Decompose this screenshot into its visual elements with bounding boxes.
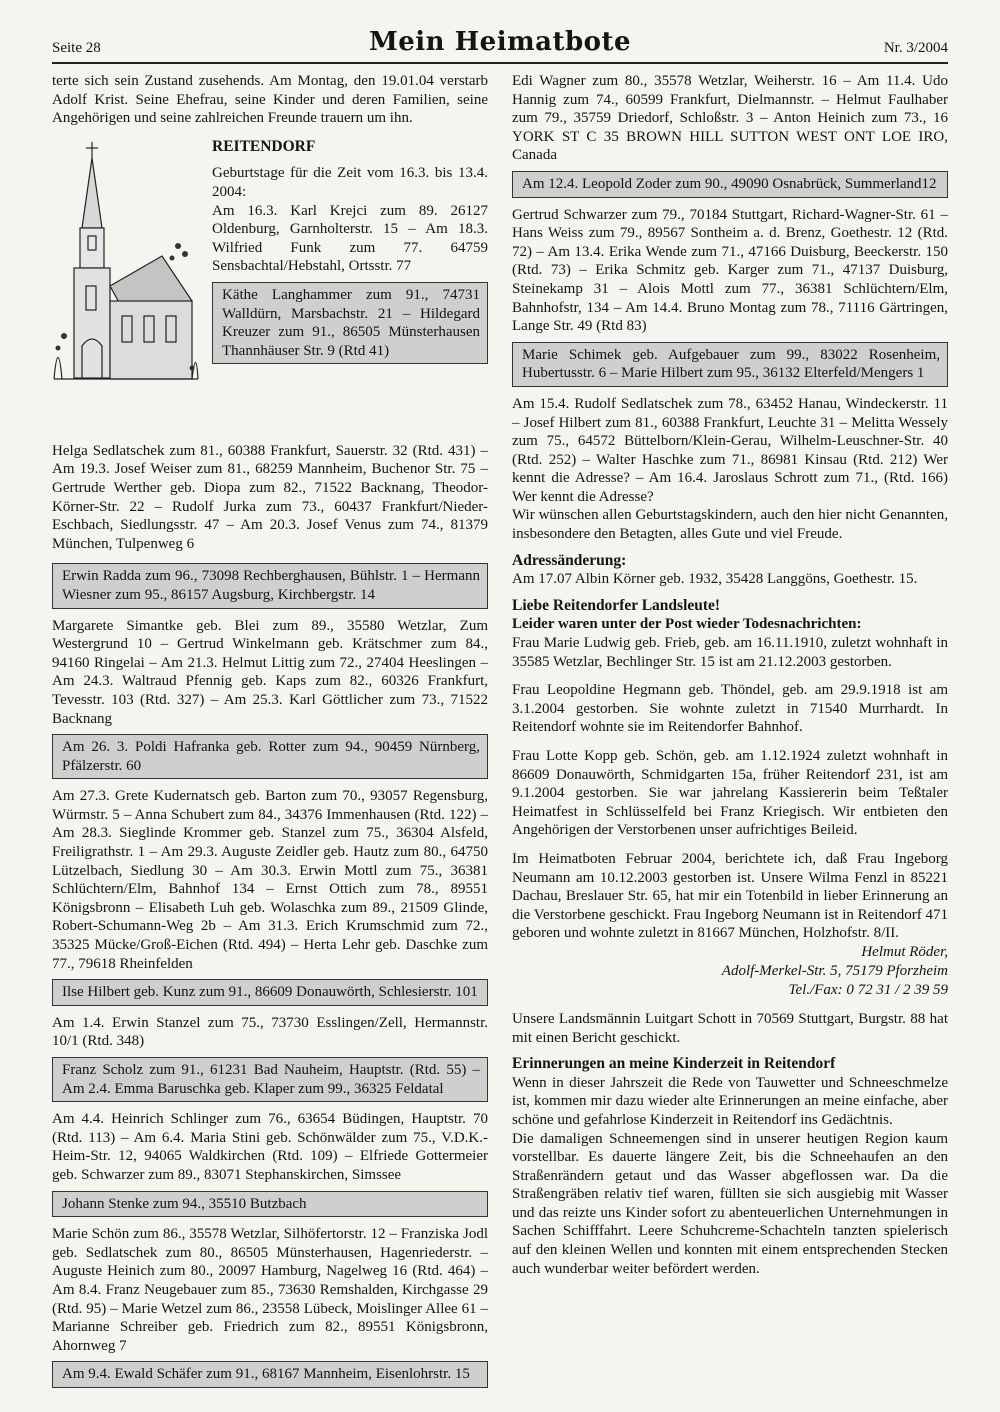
birthday-entry: Am 16.3. Karl Krejci zum 89. 26127 Oldenburg, Garnholterstr. 15 – Am 18.3. Wilfried Funk zum 77. 64759 Sensbachtal/Hebstahl, Ortsstr. 77 [212,202,488,275]
birthday-entry: Edi Wagner zum 80., 35578 Wetzlar, Weiherstr. 16 – Am 11.4. Udo Hannig zum 74., 60599 Frankfurt, Dielmannstr. – Helmut Faulhaber zum 79., 35759 Driedorf, Schloßstr. 3 – Anton Heinich zum 73., 16 YORK ST C 35 BROWN HILL SUTTON WEST ONT LOE IRO, Canada [512,73,948,164]
section-title: REITENDORF [212,137,316,155]
highlight-box: Johann Stenke zum 94., 35510 Butzbach [52,1191,488,1218]
intro-paragraph: terte sich sein Zustand zusehends. Am Montag, den 19.01.04 verstarb Adolf Krist. Seine Ehefrau, seine Kinder und deren Familien, seine Angehörigen und seine zahlreichen Freunde trauern um ihn. [52,73,488,127]
birthday-entry: Am 4.4. Heinrich Schlinger zum 76., 63654 Büdingen, Hauptstr. 70 (Rtd. 113) – Am 6.4. Maria Stini geb. Schönwälder zum 75., V.D.K.-Heim-Str. 12, 94065 Waldkirchen (Rtd. 109) – Elfriede Gottermeier geb. Schwarzer zum 89., 83071 Stephanskirchen, Simssee [52,1111,488,1183]
reitendorf-text [212,136,488,371]
birthday-entry: Am 15.4. Rudolf Sedlatschek zum 78., 63452 Hanau, Windeckerstr. 11 – Josef Hilbert zum 81., 60388 Frankfurt, Leuchte 31 – Melitta Wessely zum 75., 64572 Büttelborn/Klein-Gerau, Wilhelm-Leuschner-Str. 40 (Rtd. 252) – Walter Haschke zum 71., 86981 Kinsau (Rtd. 212) Wer kennt die Adresse? – Am 16.4. Jaroslaus Schrott zum 71., (Rtd. 166) Wer kennt die Adresse? [512,395,948,505]
highlight-box: Marie Schimek geb. Aufgebauer zum 99., 83022 Rosenheim, Hubertusstr. 6 – Marie Hilbert zum 95., 36132 Elterfeld/Mengers 1 [512,342,948,387]
highlight-box: Erwin Radda zum 96., 73098 Rechberghausen, Bühlstr. 1 – Hermann Wiesner zum 95., 86157 Augsburg, Kirchbergstr. 14 [52,563,488,608]
memories-paragraph: Wenn in dieser Jahrszeit die Rede von Tauwetter und Schneeschmelze ist, kommen mir dazu wieder alte Erinnerungen an meine einfache, aber schöne und gefahrlose Kinderzeit in Reitendorf ins Gedächtnis. [512,1074,948,1128]
right-column [512,72,948,1278]
church-illustration [52,136,200,394]
obituary-entry: Im Heimatboten Februar 2004, berichtete ich, daß Frau Ingeborg Neumann am 10.12.2003 gestorben ist. Unsere Wilma Fenzl in 85221 Dachau, Breslauer Str. 65, hat mir ein Totenbild in lieber Erinnerung an die Verstorbene geschickt. Frau Ingeborg Neumann ist in Reitendorf 471 geboren und wohnte zuletzt in 81667 München, Holzhofstr. 8/II. [512,850,949,942]
highlight-box: Am 26. 3. Poldi Hafranka geb. Rotter zum 94., 90459 Nürnberg, Pfälzerstr. 60 [52,734,488,779]
address-change-text: Am 17.07 Albin Körner geb. 1932, 35428 Langgöns, Goethestr. 15. [512,571,918,588]
obituary-entry: Frau Leopoldine Hegmann geb. Thöndel, geb. am 29.9.1918 ist am 3.1.2004 gestorben. Sie wohnte zuletzt in 71540 Murrhardt. In Reitendorf wohnte sie im Reitendorfer Bahnhof. [512,682,948,736]
birthday-wishes: Wir wünschen allen Geburtstagskindern, auch den hier nicht Genannten, insbesondere den Betagten, alles Gute und viel Freude. [512,507,948,543]
highlight-box: Ilse Hilbert geb. Kunz zum 91., 86609 Donauwörth, Schlesierstr. 101 [52,979,488,1006]
issue-number: Nr. 3/2004 [883,40,948,56]
signature-name: Helmut Röder, [861,943,948,960]
address-change-heading: Adressänderung: [512,551,627,569]
memories-paragraph: Die damaligen Schneemengen sind in unserer heutigen Region kaum vorstellbar. Es dauerte längere Zeit, bis die Schneehaufen an den Straßenrändern getaut und das Wasser abgeflossen war. Da die Straßengräben relativ tief waren, füllten sie sich ausgiebig mit Wasser und das reizte uns Kinder sofort zu abenteuerlichen Unternehmungen in Sachen Schifffahrt. Leere Schuhcreme-Schachteln tanzten spielerisch auf den kleinen Wellen und konnten mit einem entsprechenden Stecken auch wunderbar weiter befördert werden. [512,1130,948,1277]
masthead-logo: Mein Heimatbote [368,27,632,57]
schott-note: Unsere Landsmännin Luitgart Schott in 70569 Stuttgart, Burgstr. 88 hat mit einen Bericht geschickt. [512,1010,948,1046]
highlight-box: Am 12.4. Leopold Zoder zum 90., 49090 Osnabrück, Summerland12 [512,171,948,198]
signature-address: Adolf-Merkel-Str. 5, 75179 Pforzheim [721,962,948,979]
highlight-box: Käthe Langhammer zum 91., 74731 Walldürn, Marsbachstr. 21 – Hildegard Kreuzer zum 91., 86505 Münsterhausen Thannhäuser Str. 9 (Rtd 41) [212,282,488,364]
birthday-intro: Geburtstage für die Zeit vom 16.3. bis 13.4. 2004: [212,165,488,200]
highlight-box: Franz Scholz zum 91., 61231 Bad Nauheim, Hauptstr. (Rtd. 55) – Am 2.4. Emma Baruschka geb. Klaper zum 99., 36325 Feldatal [52,1057,488,1102]
page-number: Seite 28 [52,40,101,56]
birthday-entry: Am 1.4. Erwin Stanzel zum 75., 73730 Esslingen/Zell, Hermannstr. 10/1 (Rtd. 348) [52,1014,488,1050]
obituary-entry: Frau Marie Ludwig geb. Frieb, geb. am 16.11.1910, zuletzt wohnhaft in 35585 Wetzlar, Bechlinger Str. 15 ist am 21.12.2003 gestorben. [512,635,948,670]
birthday-entry: Marie Schön zum 86., 35578 Wetzlar, Silhöfertorstr. 12 – Franziska Jodl geb. Sedlatschek zum 80., 86505 Münsterhausen, Hagenriederstr. – Auguste Heinich zum 80., 20097 Hamburg, Nagelweg 16 (Rtd. 464) – Am 8.4. Franz Neugebauer zum 85., 73630 Remshalden, Kirchgasse 29 (Rtd. 95) – Marie Wetzel zum 86., 23558 Lübeck, Moislinger Allee 61 – Marianne Schreiber geb. Friedrich zum 82., 89551 Königsbronn, Ahornweg 7 [52,1226,488,1354]
signature-phone: Tel./Fax: 0 72 31 / 2 39 59 [788,981,948,998]
birthday-entry: Margarete Simantke geb. Blei zum 89., 35580 Wetzlar, Zum Westergrund 10 – Gertrud Winkelmann geb. Krätschmer zum 84., 94160 Ringelai – Am 21.3. Helmut Littig zum 72., 27404 Heeslingen – Am 24.3. Waltraud Pfennig geb. Kaps zum 82., 60326 Frankfurt, Tevesstr. 103 (Rtd. 327) – Am 25.3. Karl Göttlicher zum 73., 71522 Backnang [52,617,488,727]
obituary-entry: Frau Lotte Kopp geb. Schön, geb. am 1.12.1924 zuletzt wohnhaft in 86609 Donauwörth, Schmidgarten 15a, früher Reitendorf 231, ist am 9.1.2004 gestorben. Sie war jahrelang Kassiererin beim Teßtaler Heimatfest in Schlüsselfeld bei Franz Kriegisch. Wir entbieten den Angehörigen der Verstorbenen unser aufrichtiges Beileid. [512,748,948,839]
left-column [52,72,488,1396]
memories-heading: Erinnerungen an meine Kinderzeit in Reitendorf [512,1055,836,1073]
birthday-entry: Gertrud Schwarzer zum 79., 70184 Stuttgart, Richard-Wagner-Str. 61 – Hans Weiss zum 79., 89567 Sontheim a. d. Brenz, Goethestr. 12 (Rtd. 72) – Am 13.4. Erika Wende zum 71., 47166 Duisburg, Beeckerstr. 150 (Rtd. 73) – Erika Schmitz geb. Karger zum 71., 47137 Duisburg, Steinekamp 31 – Alois Mottl zum 77., 36381 Schlüchtern/Elm, Bahnhofstr, 134 – Am 14.4. Bruno Montag zum 78., 71116 Gärtringen, Lange Str. 49 (Rtd 83) [512,206,948,335]
obituary-intro: Leider waren unter der Post wieder Todesnachrichten: [512,616,862,633]
obituary-heading: Liebe Reitendorfer Landsleute! [512,596,721,614]
birthday-entry: Helga Sedlatschek zum 81., 60388 Frankfurt, Sauerstr. 32 (Rtd. 431) – Am 19.3. Josef Weiser zum 81., 68259 Mannheim, Buchenor Str. 75 – Gertrude Werther geb. Diopa zum 82., 71522 Backnang, Theodor-Körner-Str. 22 – Rudolf Jurka zum 73., 60437 Frankfurt/Nieder-Eschbach, Siedlungsstr. 47 – Am 20.3. Josef Venus zum 74., 81379 München, Tulpenweg 6 [52,442,488,552]
reitendorf-intro [52,136,488,470]
header-rule [52,62,948,64]
highlight-box: Am 9.4. Ewald Schäfer zum 91., 68167 Mannheim, Eisenlohrstr. 15 [52,1361,488,1388]
signature-block [512,943,948,1000]
birthday-entry: Am 27.3. Grete Kudernatsch geb. Barton zum 70., 93057 Regensburg, Würmstr. 5 – Anna Schubert zum 84., 34376 Immenhausen (Rtd. 122) – Am 28.3. Sieglinde Krommer geb. Stanzel zum 75., 36304 Alsfeld, Freiligrathstr. 1 – Am 29.3. Auguste Zeidler geb. Hautz zum 80., 64750 Lützelbach, Siedlung 30 – Am 30.3. Erwin Mottl zum 75., 36381 Schlüchtern/Elm, Bahnhof 134 – Ernst Ottich zum 78., 89551 Königsbronn – Elisabeth Luh geb. Wolaschka zum 89., 21509 Glinde, Robert-Schumann-Weg 2b – Am 31.3. Erich Krumschmid zum 72., 35325 Mücke/Groß-Eichen (Rtd. 494) – Herta Lehr geb. Daschke zum 77., 79618 Rheinfelden [52,788,488,972]
